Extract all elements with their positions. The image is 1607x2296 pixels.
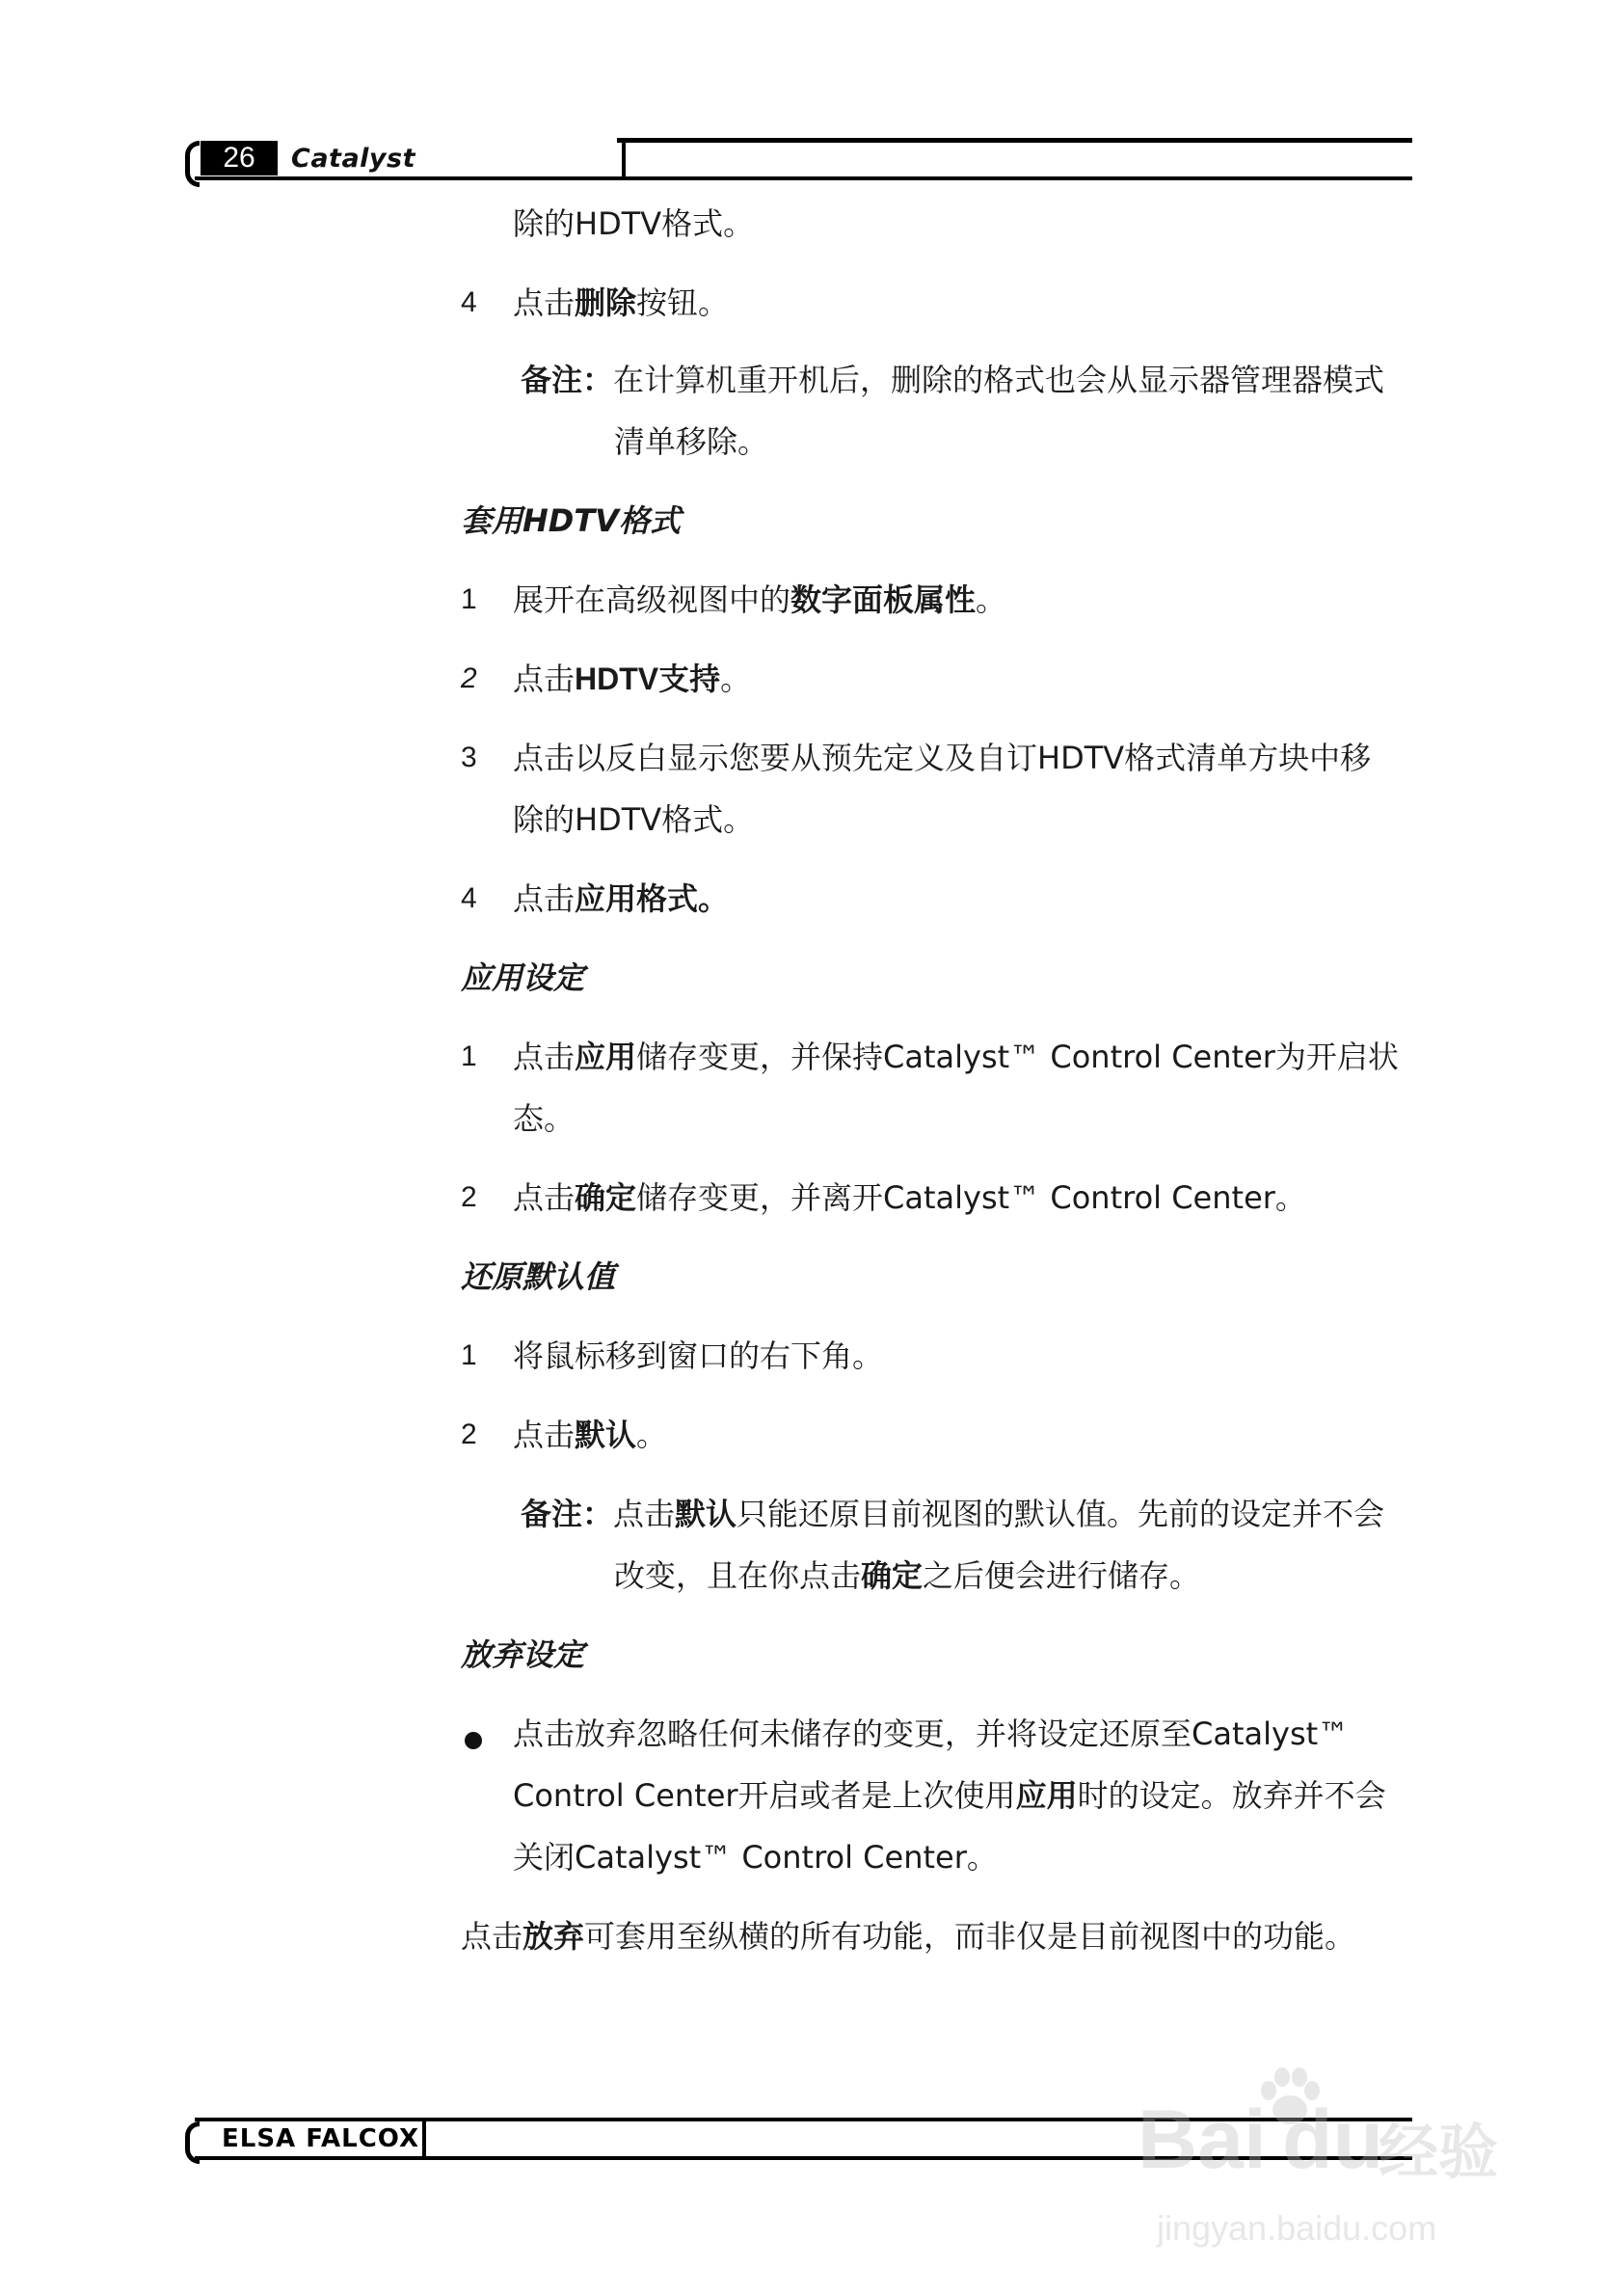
note-continuation: 清单移除。 <box>614 423 769 460</box>
bullet-text-continuation: 关闭Catalyst™ Control Center。 <box>513 1839 998 1876</box>
step-number: 2 <box>461 1181 477 1213</box>
section-heading: 放弃设定 <box>461 1636 585 1673</box>
step-number: 1 <box>461 1339 477 1371</box>
baidu-watermark <box>1138 2064 1523 2256</box>
step-text: 点击HDTV支持。 <box>513 661 752 697</box>
step-number: 1 <box>461 1040 477 1072</box>
watermark-logo-text: Bai <box>1138 2093 1267 2186</box>
step-number: 1 <box>461 583 477 615</box>
step-text: 点击删除按钮。 <box>513 284 730 321</box>
closing-paragraph: 点击放弃可套用至纵横的所有功能，而非仅是目前视图中的功能。 <box>461 1918 1356 1955</box>
bullet-icon <box>465 1732 482 1749</box>
note-continuation: 改变，且在你点击确定之后便会进行储存。 <box>614 1557 1201 1594</box>
step-text: 点击确定储存变更，并离开Catalyst™ Control Center。 <box>513 1179 1306 1216</box>
watermark-cn-text: 经验 <box>1379 2117 1499 2187</box>
footer-divider <box>422 2118 426 2160</box>
footer-brand: ELSA FALCOX <box>222 2124 419 2153</box>
section-heading: 还原默认值 <box>461 1258 616 1295</box>
bullet-text-continuation: Control Center开启或者是上次使用应用时的设定。放弃并不会 <box>513 1777 1386 1814</box>
step-number: 4 <box>461 882 477 914</box>
header-brand: Catalyst <box>291 144 415 174</box>
step-text-continuation: 态。 <box>513 1100 576 1137</box>
watermark-logo-text-2: du <box>1282 2093 1384 2186</box>
step-text: 点击以反白显示您要从预先定义及自订HDTV格式清单方块中移 <box>513 740 1372 776</box>
paw-icon <box>1251 2064 1328 2131</box>
step-number: 2 <box>461 1418 477 1450</box>
note-label: 备注： <box>521 1496 614 1532</box>
bullet-text: 点击放弃忽略任何未储存的变更，并将设定还原至Catalyst™ <box>513 1715 1350 1752</box>
step-number: 4 <box>461 286 477 318</box>
step-text-continuation: 除的HDTV格式。 <box>513 801 755 838</box>
step-text: 点击应用格式。 <box>513 880 730 917</box>
page-number: 26 <box>201 141 278 176</box>
step-text: 将鼠标移到窗口的右下角。 <box>513 1337 884 1374</box>
note: 备注：点击默认只能还原目前视图的默认值。先前的设定并不会 <box>521 1496 1385 1532</box>
section-heading: 套用HDTV格式 <box>461 502 681 539</box>
step-number: 2 <box>461 662 477 694</box>
continuation-line: 除的HDTV格式。 <box>513 205 755 242</box>
step-text: 展开在高级视图中的数字面板属性。 <box>513 581 1007 618</box>
watermark-url: jingyan.baidu.com <box>1157 2208 1437 2248</box>
step-text: 点击默认。 <box>513 1417 668 1453</box>
note: 备注：在计算机重开机后，删除的格式也会从显示器管理器模式 <box>521 362 1385 398</box>
note-label: 备注： <box>521 362 614 398</box>
section-heading: 应用设定 <box>461 959 585 996</box>
step-number: 3 <box>461 742 477 773</box>
step-text: 点击应用储存变更，并保持Catalyst™ Control Center为开启状 <box>513 1039 1399 1075</box>
